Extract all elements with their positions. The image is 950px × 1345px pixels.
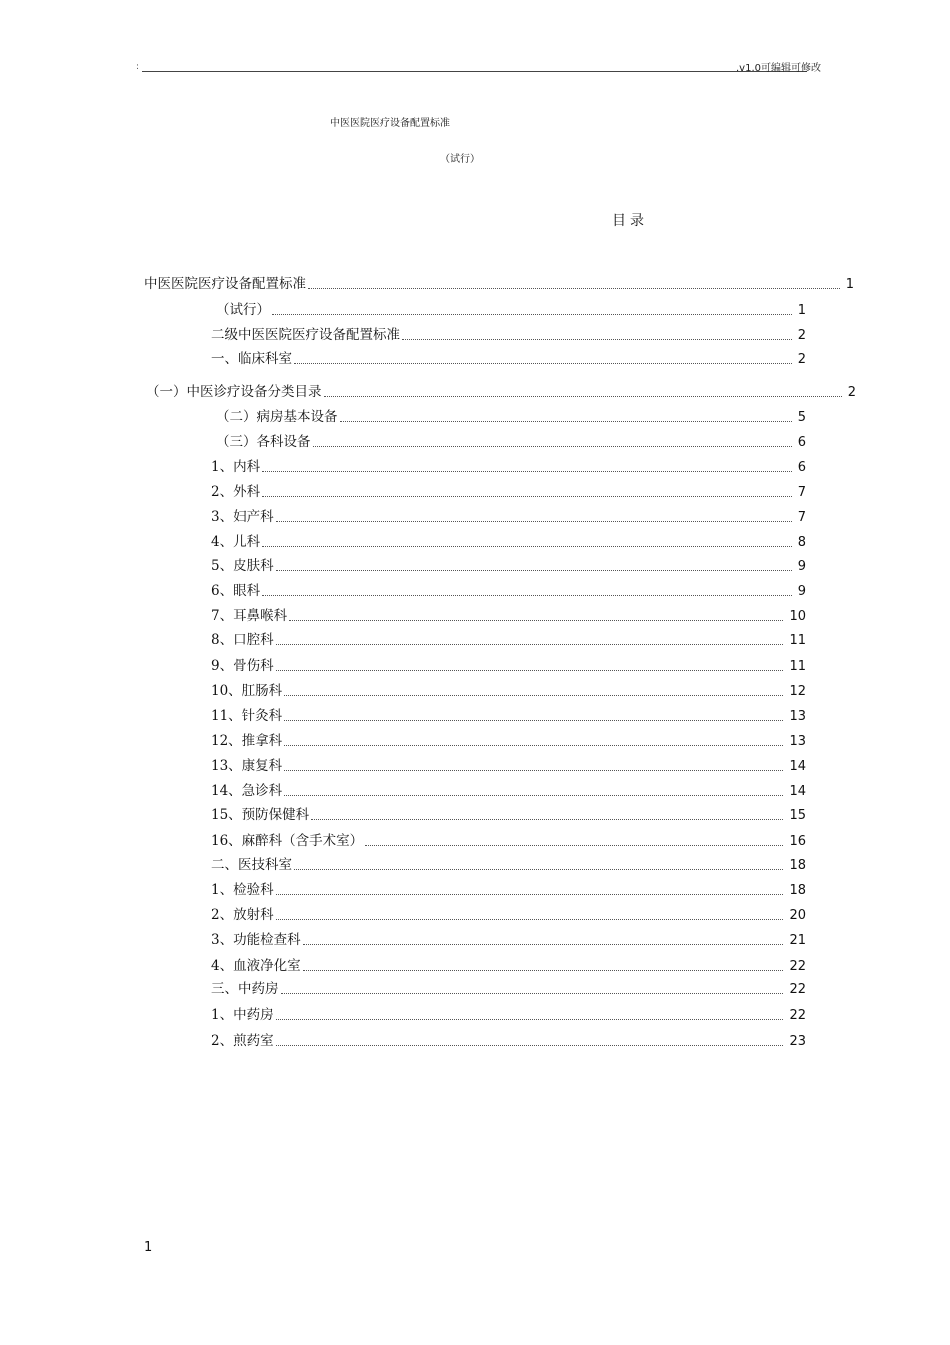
toc-leader-dots — [313, 446, 792, 447]
toc-leader-dots — [262, 595, 792, 596]
toc-entry-label: 6、眼科 — [211, 583, 261, 599]
toc-entry-label: 三、中药房 — [211, 981, 279, 997]
toc-entry[interactable] — [211, 754, 806, 774]
toc-leader-dots — [262, 546, 792, 547]
toc-leader-dots — [303, 970, 784, 971]
toc-entry[interactable] — [144, 272, 854, 292]
toc-entry[interactable] — [216, 405, 806, 425]
toc-entry[interactable] — [211, 323, 806, 343]
toc-leader-dots — [324, 396, 842, 397]
toc-entry-page: 22 — [789, 982, 806, 997]
toc-entry[interactable] — [211, 704, 806, 724]
toc-leader-dots — [276, 894, 784, 895]
toc-entry-label: 中医医院医疗设备配置标准 — [144, 276, 306, 292]
toc-entry-page: 10 — [789, 609, 806, 624]
toc-entry-label: 13、康复科 — [211, 758, 283, 774]
toc-entry-page: 22 — [789, 959, 806, 974]
toc-entry-label: 1、中药房 — [211, 1007, 274, 1023]
toc-entry-page: 2 — [797, 328, 806, 343]
toc-entry-page: 1 — [845, 277, 854, 292]
toc-entry-label: 11、针灸科 — [211, 708, 283, 724]
toc-entry-page: 23 — [789, 1034, 806, 1049]
toc-leader-dots — [294, 363, 792, 364]
toc-entry-page: 13 — [789, 734, 806, 749]
toc-entry-label: 8、口腔科 — [211, 632, 274, 648]
toc-entry-label: 12、推拿科 — [211, 733, 283, 749]
toc-entry-page: 14 — [789, 759, 806, 774]
toc-leader-dots — [276, 644, 784, 645]
toc-leader-dots — [294, 869, 783, 870]
header-version: .v1.0可编辑可修改 — [736, 63, 821, 74]
toc-leader-dots — [311, 819, 783, 820]
toc-heading: 目录 — [612, 213, 648, 229]
toc-entry-page: 6 — [797, 435, 806, 450]
toc-leader-dots — [284, 695, 783, 696]
toc-leader-dots — [308, 288, 840, 289]
toc-leader-dots — [284, 720, 783, 721]
toc-entry-page: 11 — [789, 633, 806, 648]
toc-entry[interactable] — [211, 928, 806, 948]
toc-entry-page: 5 — [797, 410, 806, 425]
toc-leader-dots — [262, 471, 792, 472]
toc-entry-label: 二级中医医院医疗设备配置标准 — [211, 327, 400, 343]
toc-entry[interactable] — [211, 654, 806, 674]
toc-entry-label: 4、血液净化室 — [211, 958, 301, 974]
toc-entry-label: 4、儿科 — [211, 534, 261, 550]
page-number: 1 — [144, 1240, 153, 1255]
toc-entry-label: 2、放射科 — [211, 907, 274, 923]
toc-leader-dots — [284, 745, 783, 746]
toc-entry[interactable] — [211, 347, 806, 367]
toc-entry-label: 5、皮肤科 — [211, 558, 274, 574]
toc-entry-label: 2、外科 — [211, 484, 261, 500]
toc-entry-page: 14 — [789, 784, 806, 799]
toc-entry[interactable] — [211, 554, 806, 574]
toc-entry-page: 20 — [789, 908, 806, 923]
toc-leader-dots — [262, 496, 792, 497]
toc-leader-dots — [303, 944, 784, 945]
toc-leader-dots — [276, 1045, 784, 1046]
toc-entry-label: 3、妇产科 — [211, 509, 274, 525]
toc-entry[interactable] — [211, 604, 806, 624]
toc-entry-page: 15 — [789, 808, 806, 823]
toc-entry-label: 1、检验科 — [211, 882, 274, 898]
toc-entry-label: 7、耳鼻喉科 — [211, 608, 288, 624]
toc-entry-label: 16、麻醉科（含手术室） — [211, 833, 364, 849]
document-title: 中医医院医疗设备配置标准 — [330, 118, 450, 129]
toc-leader-dots — [276, 570, 792, 571]
toc-entry[interactable] — [211, 579, 806, 599]
toc-entry-label: 2、煎药室 — [211, 1033, 274, 1049]
toc-entry[interactable] — [211, 903, 806, 923]
toc-entry-page: 9 — [797, 559, 806, 574]
toc-entry-label: 3、功能检查科 — [211, 932, 301, 948]
toc-entry[interactable] — [211, 530, 806, 550]
toc-entry[interactable] — [211, 1003, 806, 1023]
toc-entry-label: 1、内科 — [211, 459, 261, 475]
header-mark: : — [136, 62, 140, 72]
toc-entry[interactable] — [211, 679, 806, 699]
toc-entry-page: 16 — [789, 834, 806, 849]
header-rule — [142, 71, 807, 72]
toc-entry[interactable] — [211, 779, 806, 799]
toc-leader-dots — [281, 993, 784, 994]
toc-entry-page: 18 — [789, 858, 806, 873]
toc-entry[interactable] — [211, 829, 806, 849]
toc-leader-dots — [402, 339, 792, 340]
toc-entry-label: 14、急诊科 — [211, 783, 283, 799]
toc-leader-dots — [276, 521, 792, 522]
toc-leader-dots — [276, 670, 784, 671]
toc-entry[interactable] — [211, 954, 806, 974]
toc-entry-label: 二、医技科室 — [211, 857, 292, 873]
toc-entry[interactable] — [211, 803, 806, 823]
toc-entry-page: 13 — [789, 709, 806, 724]
toc-entry-label: 10、肛肠科 — [211, 683, 283, 699]
document-subtitle: （试行） — [440, 154, 480, 165]
toc-entry[interactable] — [211, 1029, 806, 1049]
toc-entry[interactable] — [216, 298, 806, 318]
toc-entry-page: 9 — [797, 584, 806, 599]
toc-entry-page: 8 — [797, 535, 806, 550]
toc-entry-page: 1 — [797, 303, 806, 318]
toc-entry[interactable] — [211, 505, 806, 525]
toc-entry-page: 6 — [797, 460, 806, 475]
toc-entry-page: 7 — [797, 485, 806, 500]
toc-entry[interactable] — [216, 430, 806, 450]
toc-entry[interactable] — [211, 878, 806, 898]
toc-entry-label: 15、预防保健科 — [211, 807, 310, 823]
toc-entry[interactable] — [211, 853, 806, 873]
toc-entry[interactable] — [211, 977, 806, 997]
toc-entry-label: （试行） — [216, 302, 270, 318]
toc-entry[interactable] — [211, 480, 806, 500]
toc-leader-dots — [340, 421, 792, 422]
toc-entry-label: 9、骨伤科 — [211, 658, 274, 674]
toc-entry-label: （三）各科设备 — [216, 434, 311, 450]
toc-entry-label: 一、临床科室 — [211, 351, 292, 367]
toc-entry[interactable] — [146, 380, 856, 400]
toc-entry-page: 12 — [789, 684, 806, 699]
toc-entry-page: 7 — [797, 510, 806, 525]
toc-entry-page: 22 — [789, 1008, 806, 1023]
toc-entry-label: （一）中医诊疗设备分类目录 — [146, 384, 322, 400]
toc-entry[interactable] — [211, 729, 806, 749]
toc-leader-dots — [365, 845, 783, 846]
toc-entry-page: 11 — [789, 659, 806, 674]
toc-entry-page: 2 — [797, 352, 806, 367]
toc-entry-page: 18 — [789, 883, 806, 898]
toc-leader-dots — [284, 770, 783, 771]
toc-entry-page: 2 — [847, 385, 856, 400]
toc-entry[interactable] — [211, 628, 806, 648]
toc-leader-dots — [276, 919, 784, 920]
toc-leader-dots — [284, 795, 783, 796]
toc-leader-dots — [272, 314, 792, 315]
toc-entry-label: （二）病房基本设备 — [216, 409, 338, 425]
toc-leader-dots — [276, 1019, 784, 1020]
toc-entry-page: 21 — [789, 933, 806, 948]
toc-leader-dots — [289, 620, 783, 621]
toc-entry[interactable] — [211, 455, 806, 475]
